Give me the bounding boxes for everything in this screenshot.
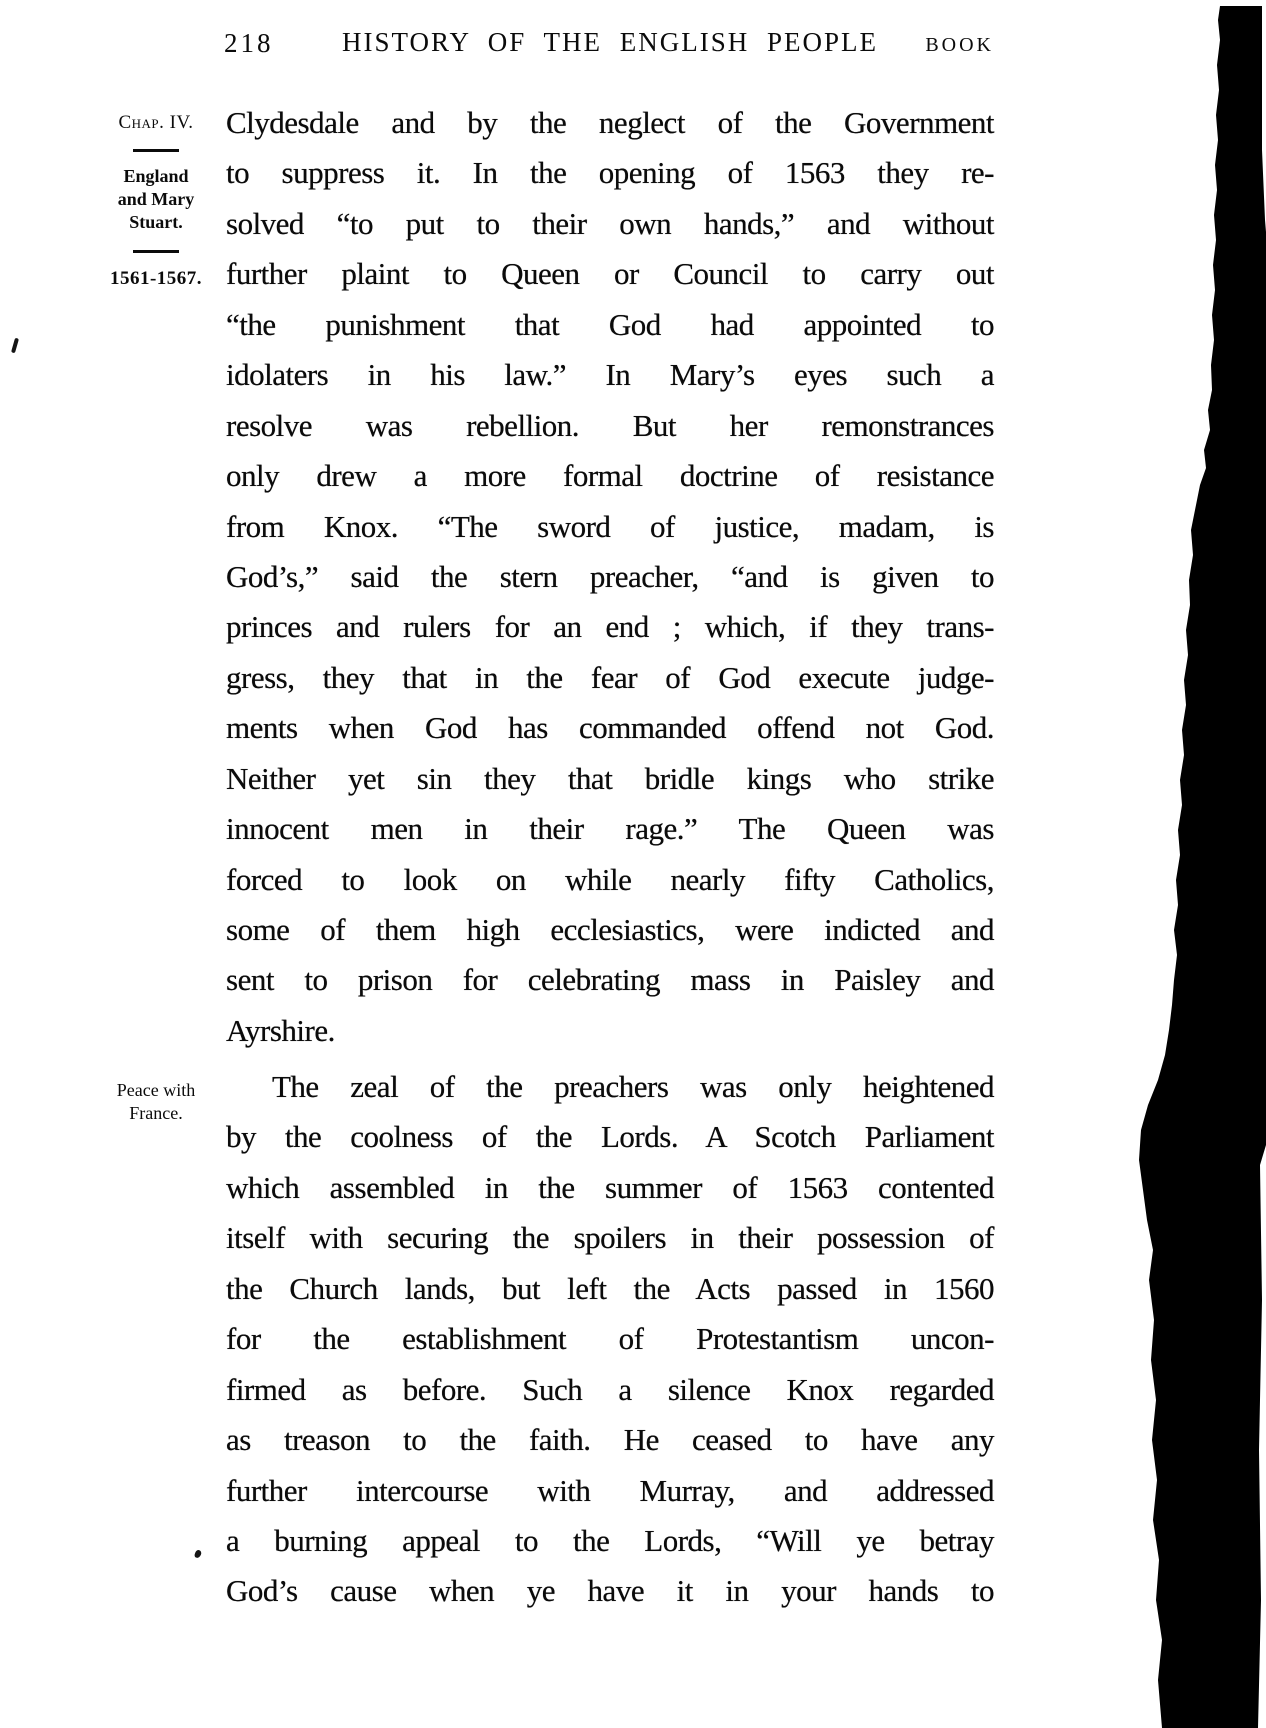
text-line: innocent men in their rage.” The Queen was (226, 811, 994, 847)
text-line: as treason to the faith. He ceased to have any (226, 1422, 994, 1458)
text-line: some of them high ecclesiastics, were indicted and (226, 912, 994, 947)
text-line: the Church lands, but left the Acts passed in 1560 (226, 1270, 994, 1306)
text-line: The zeal of the preachers was only heightened (272, 1069, 994, 1104)
text-line: solved “to put to their own hands,” and without (226, 205, 994, 241)
text-line: further intercourse with Murray, and addressed (226, 1472, 994, 1508)
text-line: sent to prison for celebrating mass in Paisley and (226, 962, 994, 998)
margin-note-chapter: Chap. IV. (118, 112, 194, 133)
margin-note-line: and Mary (117, 189, 195, 209)
text-line: which assembled in the summer of 1563 contented (226, 1169, 994, 1205)
text-line: firmed as before. Such a silence Knox regarded (226, 1371, 994, 1407)
text-line: to suppress it. In the opening of 1563 they re- (226, 155, 994, 191)
text-line: forced to look on while nearly fifty Catholics, (226, 861, 994, 897)
page-title: HISTORY OF THE ENGLISH PEOPLE (341, 27, 879, 57)
margin-rule (133, 149, 179, 152)
page-number: 218 (224, 28, 274, 58)
text-line: only drew a more formal doctrine of resistance (226, 458, 994, 494)
body-paragraph-2 (226, 1062, 994, 1617)
margin-note-line: Stuart. (129, 212, 183, 232)
body-paragraph-1 (226, 98, 994, 1056)
text-line: God’s cause when ye have it in your hands to (226, 1573, 994, 1609)
margin-note-peace-with-france (75, 1079, 237, 1125)
text-line: Neither yet sin they that bridle kings who strike (226, 760, 994, 796)
margin-note-date-range: 1561-1567. (109, 268, 203, 289)
text-line: Ayrshire. (226, 1012, 335, 1048)
text-line: for the establishment of Protestantism uncon- (226, 1321, 994, 1357)
text-line: God’s,” said the stern preacher, “and is given to (226, 558, 994, 594)
margin-notes-column (75, 0, 237, 1728)
text-line: itself with securing the spoilers in their possession of (226, 1220, 994, 1256)
margin-note-line: France. (129, 1103, 183, 1123)
text-line: by the coolness of the Lords. A Scotch Parliament (226, 1119, 994, 1155)
scan-speck (11, 338, 19, 354)
text-line: resolve was rebellion. But her remonstrances (226, 407, 994, 443)
text-line: “the punishment that God had appointed to (226, 306, 994, 342)
margin-rule (133, 250, 179, 253)
margin-note-line: Peace with (116, 1080, 196, 1100)
text-line: Clydesdale and by the neglect of the Government (226, 105, 994, 140)
margin-note-section-title (75, 165, 237, 234)
text-line: idolaters in his law.” In Mary’s eyes such a (226, 357, 994, 393)
text-line: further plaint to Queen or Council to carry out (226, 256, 994, 292)
text-line: a burning appeal to the Lords, “Will ye betray (226, 1522, 994, 1558)
margin-note-line: England (123, 166, 189, 186)
text-line: gress, they that in the fear of God execute judge- (226, 659, 994, 695)
text-line: from Knox. “The sword of justice, madam, is (226, 508, 994, 544)
book-label: BOOK (925, 34, 994, 56)
text-line: princes and rulers for an end ; which, if they trans- (226, 609, 994, 645)
text-line: ments when God has commanded offend not God. (226, 710, 994, 746)
